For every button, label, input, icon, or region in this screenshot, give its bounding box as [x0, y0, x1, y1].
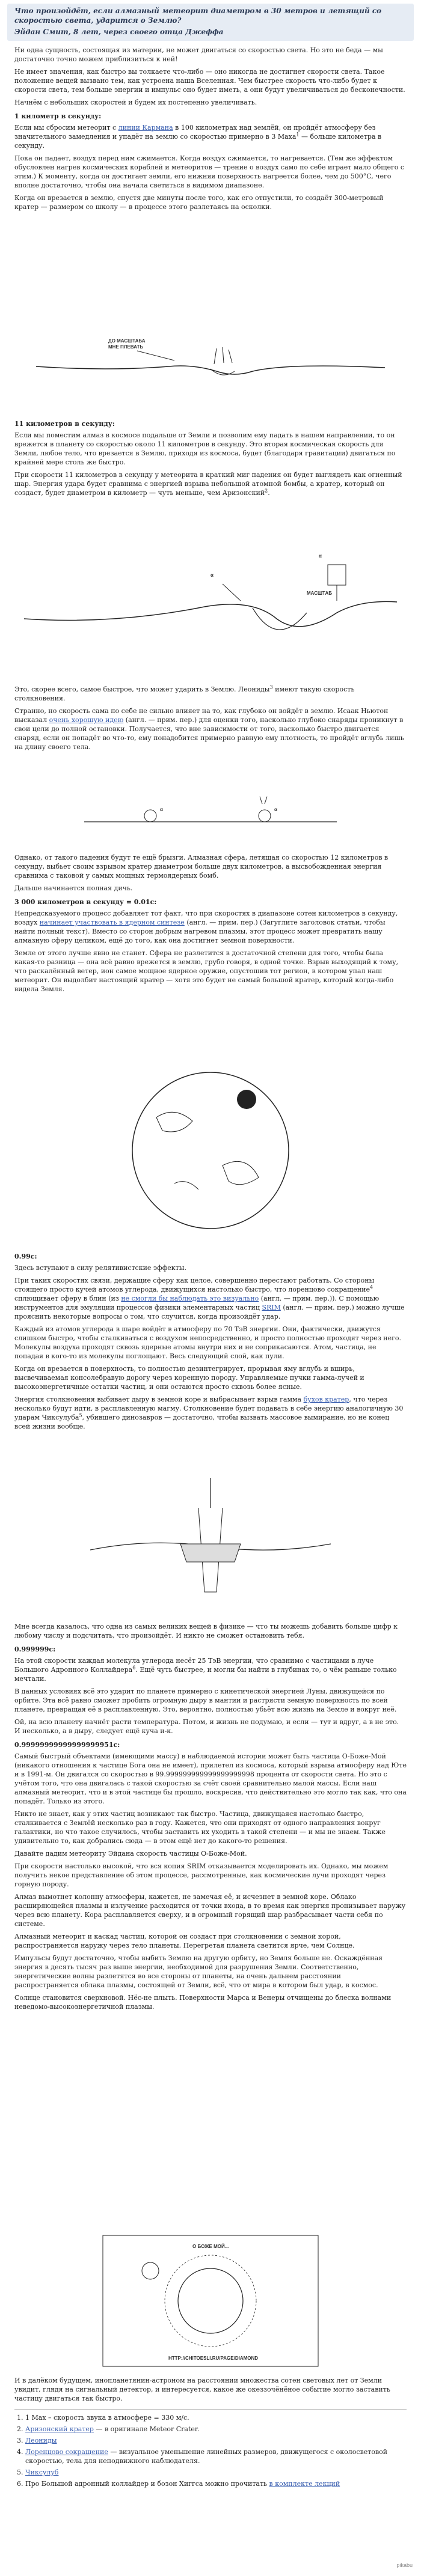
- s3-p5: Каждый из атомов углерода в шаре войдёт в атмосферу по 70 ТэВ энергии. Они, фактически, движутся слишком быстро, чтобы сталкиваться с воздухом непосредственно, и просто полностью проходят через него. Молекулы воздуха проходят сквозь ядерные атомы внутри них и не соприкасаются. Атом, частица, не попадая в кого-то из молекулы поглощают. Весь следующий слой, как пули.: [14, 1325, 401, 1360]
- intro-p3: Начнём с небольших скоростей и будем их постепенно увеличивать.: [14, 99, 257, 106]
- s4-p9: Алмаз вымотнет колонну атмосферы, кажется, не замечая её, и исчезнет в земной коре. Облако расширяющейся плазмы и излучение расходится от точки входа, в то время как энергия пронизывает наружу через всю планету. Кора расплавляется сверху, и в огромный горящий шар разбрасывает части себя по системе.: [14, 1893, 406, 1928]
- fig1-label-1: ДО МАСШТАБА: [108, 338, 146, 344]
- fig1-label-2: МНЕ ПЛЕВАТЬ: [108, 344, 144, 350]
- s4-p12: Солнце становится сверхновой. Нёс-не плыть. Поверхности Марса и Венеры отчищены до блеска волнами неведомо-высокоэнергетичной плазмы.: [14, 1994, 392, 2011]
- footnote-ref[interactable]: 2: [265, 488, 268, 494]
- s4-p5: Самый быстрый объектами (имеющими массу) в наблюдаемой истории может быть частица О-Боже-Мой (никакого отношения к частице Бога она не имеет), прилетел из космоса, который взрыва атмосферу над Юте и в 1991-м. Он двигался со скоростью в 99.999999999999999999998 процента от скорости света. Но это с учётом того, что она двигалась с такой скоростью за счёт своей сравнительно малой массы. Если наш алмазный метеорит, что и в этой частице бы прошло, воскресив, что действительно это могло так как, что она попадёт. Только из этого.: [14, 1752, 407, 1805]
- question-text: Что произойдёт, если алмазный метеорит диаметром в 30 метров и летящий со скоростью света, ударится о Землю?: [14, 7, 382, 25]
- s2-p1: Если мы поместим алмаз в космосе подальше от Земли и позволим ему падать в нашем направлении, то он врежется в планету со скоростью около 11 километров в секунду. Это вторая космическая скорость для Земли, любое тело, что врезается в Землю, приходя из космоса, будет (благодаря гравитации) двигаться по крайней мере столь же быстро.: [14, 431, 396, 466]
- footnote-ref[interactable]: 5: [79, 1412, 82, 1418]
- section-11kms-cont: [14, 685, 407, 755]
- s2-p4: Странно, но скорость сама по себе не сильно влияет на то, как глубоко он войдёт в землю. Исаак Ньютон высказал очень хорошую идею (англ. — прим. пер.) для оценки того, насколько глубоко снаряды проникнут в свои цели до полной остановки. Получается, что вне зависимости от того, насколько быстро двигается снаряд, если он попадёт во что-то, ему понадобится примерно равную ему плотность, то пройдёт вглубь лишь на длину своего тела.: [14, 707, 404, 751]
- watermark: pikabu: [396, 2562, 413, 2568]
- fig-url: HTTP://CHITOESLI.RU/PAGE/DIAMOND: [168, 2356, 259, 2361]
- s4-heading2: 0.99999999999999999951c:: [14, 1741, 120, 1749]
- s1-heading: 1 километр в секунду:: [14, 112, 102, 120]
- fig3-label-2: α: [274, 807, 277, 812]
- impact-11kms-illustration: [24, 529, 397, 673]
- not-visible-link[interactable]: не смогли бы наблюдать это визуально: [121, 1295, 259, 1302]
- s4-p6: Никто не знает, как у этих частиц возникают так быстро. Частица, движущаяся настолько быстро, сталкивается с Землёй несколько раз в году. Кажется, что они приходят от одного направления вокруг галактики, но что такое случилось, чтобы заставить их уходить в такой степени — и мы не знаем. Также удивительно то, как добрались сюда — в этом ещё нет до какого-то решения.: [14, 1810, 386, 1845]
- s2-heading: 11 километров в секунду:: [14, 420, 115, 428]
- footnote-6: 6. Про Большой адронный коллайдер и бозон Хиггса можно прочитать в комплекте лекций: [25, 2479, 407, 2488]
- fig2-label-1: α: [319, 553, 322, 559]
- question-header: [7, 4, 414, 41]
- s4-p7: Давайте дадим метеориту Эйдана скорость частицы О-Боже-Мой.: [14, 1850, 247, 1858]
- s3-p2: Земле от этого лучше явно не станет. Сфера не разлетится в достаточной степени для того, чтобы была какая-то разница — она всё равно врежется в землю, грубо говоря, в одной точке. Взрыв выходящий к тому, что раскалённый ветер, ион самое мощное ядерное оружие, опустошив тот регион, в котором упал наш метеорит. Он выдолбит настоящий кратер — хотя это будет не самый большой кратер, который когда-либо видела Земля.: [14, 949, 399, 993]
- s4-p13: И в далёком будущем, инопланетянин-астроном на расстоянии множества сотен световых лет от Земли увидит, глядя на сигнальный детектор, и интересуется, какое же океззочёнёное событие могло заставить частицу двигаться так быстро.: [14, 2377, 390, 2402]
- fig2-label-2: α: [210, 573, 214, 578]
- srim-link[interactable]: SRIM: [262, 1304, 281, 1311]
- question-author: Эйдан Смит, 8 лет, через своего отца Джеффа: [14, 28, 224, 36]
- s3-heading: 3 000 километров в секунду = 0.01c:: [14, 898, 157, 906]
- crater-link[interactable]: бухов кратер: [303, 1396, 349, 1403]
- s2-p3: Это, скорее всего, самое быстрое, что может ударить в Землю. Леониды$^3$ имеют такую скорость столкновения.: [14, 684, 355, 702]
- impact-1kms-illustration: [36, 324, 385, 396]
- section-099c: [14, 1247, 407, 1435]
- beam-impact-illustration: [90, 1472, 331, 1616]
- s3-p6: Когда он врезается в поверхность, то полностью дезинтегрирует, прорывая яму вглубь и вширь, высвечиваемая консолебравую дорогу через коренную породу. Управляемые пучки гамма-лучей и высокоэнергетичные остатки частиц, и они остаются просто сквозь более ясные.: [14, 1365, 364, 1391]
- s3-heading2: 0.99c:: [14, 1253, 37, 1260]
- arizona-crater-link[interactable]: Аризонский кратер: [25, 2425, 94, 2433]
- footnote-2: 2. Аризонский кратер — в оригинале Meteor Crater.: [25, 2425, 407, 2434]
- s1-p1: Если мы сбросим метеорит с линии Кармана в 100 километрах над землёй, он пройдёт атмосферу без значительного замедления и упадёт на землю со скоростью примерно в 3 Маха$^1$ — больше километра в секунду.: [14, 124, 382, 150]
- intro-p1: Ни одна сущность, состоящая из материи, не может двигаться со скоростью света. Но это не беда — мы достаточно точно можем приблизиться к ней!: [14, 46, 383, 63]
- s4-p10: Алмазный метеорит и каскад частиц, которой он создаст при столкновении с земной корой, распространяется наружу через тело планеты. Перегретая планета светится ярче, чем Солнце.: [14, 1933, 355, 1949]
- footnote-3: [25, 2436, 407, 2445]
- s1-p2: Пока он падает, воздух перед ним сжимается. Когда воздух сжимается, то нагревается. (Тем же эффектом обусловлен нагрев космических кораблей и метеоритов — трение о воздух само по себе играет мало общего с этим.) К моменту, когда он достигает земли, его нижняя поверхность нагреется более, чем до 500°C, чего вполне достаточно, чтобы она начала светиться в видимом диапазоне.: [14, 154, 405, 189]
- oh-my-god-illustration: [102, 2235, 319, 2367]
- s3-p7: Энергия столкновения выбивает дыру в земной коре и выбрасывает взрыв гамма бухов кратер, что через несколько будут идти, в расплавленную магму. Столкновение будет подавать в себе энергию аналогичную 30 ударам Чиксулуба$^5$, убившего динозавров — достаточно, чтобы вызвать массовое вымирание, но не конец всей жизни вообще.: [14, 1396, 404, 1430]
- footnote-ref[interactable]: 6: [132, 1665, 136, 1671]
- s3-p3: Здесь вступают в силу релятивистские эффекты.: [14, 1264, 187, 1272]
- footnote-ref[interactable]: 1: [296, 132, 300, 138]
- earth-crater-illustration: [102, 1063, 319, 1238]
- s4-p11: Импульсы будут достаточно, чтобы выбить Землю на другую орбиту, но Земля больше не. Оскаждённая энергия в десять тысяч раз выше энергии, необходимой для разрушения Земли. Соответственно, энергетические волны разлетятся во все стороны от планеты, на очень дальнем расстоянии распространяется облака плазмы, состоящей от Земли, всё, что от мира в котором был удар, в космос.: [14, 1954, 383, 1989]
- newton-idea-link[interactable]: очень хорошую идею: [49, 716, 124, 724]
- penetration-illustration: [84, 793, 337, 841]
- s4-p4: Ой, на всю планету начнёт расти температура. Потом, и жизнь не подумаю, и если — тут и вдруг, а в не это. И несколько, а в дыру, следует ещё куча и-к.: [14, 1718, 399, 1735]
- lorentz-link[interactable]: Лоренцово сокращение: [25, 2448, 108, 2456]
- s4-p3: В данных условиях всё это ударит по планете примерно с кинетической энергией Луны, движущейся по орбите. Эта всё равно сможет пробить огромную дыру в мантии и растрясти земную поверхность по всей планете, превращая её в расплавленную. Это, вероятно, полностью убьёт всю жизнь на Земле и вокруг неё.: [14, 1687, 397, 1713]
- lhc-lectures-link[interactable]: в комплекте лекций: [269, 2480, 340, 2488]
- s2-p2: При скорости 11 километров в секунду у метеорита в краткий миг падения он будет выглядеть как огненный шар. Энергия удара будет сравнима с энергией взрыва небольшой атомной бомбы, а кратер, который он создаст, будет диаметром в километр — чуть меньше, чем Аризонский$^2$.: [14, 471, 402, 497]
- s4-p8: При скорости настолько высокой, что вся копия SRIM отказывается моделировать их. Однако, мы можем получить некое представление об этом процессе, рассмотренные, как космические лучи проходят через горную породу.: [14, 1862, 389, 1888]
- fusion-link[interactable]: начинает участвовать в ядерном синтезе: [39, 919, 185, 926]
- s3-p4: При таких скоростях связи, держащие сферу как целое, совершенно перестают работать. Со стороны стоящего просто кучей атомов углерода, движущихся настолько быстро, что лоренцово сокращение$^4$ сплющивает сферу в блин (из не смогли бы наблюдать это визуально (англ. — прим. пер.)). С помощью инструментов для эмуляции процессов физики элементарных частиц SRIM (англ. — прим. пер.) можно лучше прояснить некоторые вопросы о том, что случится, когда произойдёт удар.: [14, 1277, 405, 1320]
- footnote-ref[interactable]: 4: [370, 1284, 373, 1290]
- section-0999999c: [14, 1622, 407, 2015]
- leonids-link[interactable]: Леониды: [25, 2437, 57, 2444]
- fig3-label-1: α: [160, 807, 163, 812]
- karman-line-link[interactable]: линии Кармана: [118, 124, 173, 132]
- footnotes: [14, 2409, 407, 2491]
- fig-caption: О БОЖЕ МОЙ...: [192, 2244, 229, 2249]
- s3-p1: Непредсказуемого процесс добавляет тот факт, что при скоростях в диапазоне сотен километров в секунду, воздух начинает участвовать в ядерном синтезе (англ. — прим. пер.) (Загуглите заголовок статьи, чтобы найти полный текст). Вместо со сторон добрым нагревом плазмы, этот процесс может превратить нашу алмазную сферу целиком, ещё до того, как она достигнет земной поверхности.: [14, 910, 398, 944]
- footnote-1: 1. 1 Мах – скорость звука в атмосфере = 330 м/с.: [25, 2413, 407, 2422]
- s4-heading: 0.999999c:: [14, 1645, 56, 1653]
- footnote-ref[interactable]: 3: [269, 684, 273, 690]
- section-11kms: [14, 415, 407, 501]
- footnote-5: [25, 2468, 407, 2477]
- s4-p1: Мне всегда казалось, что одна из самых великих вещей в физике — что ты можешь добавить больше цифр к любому числу и подсчитать, что произойдёт. И никто не сможет остановить тебя.: [14, 1623, 398, 1639]
- s2-p5: Однако, от такого падения будут те ещё брызги. Алмазная сфера, летящая со скоростью 12 километров в секунду, выбьет своим взрывом кратер диаметром больше двух километров, а высвобожденная энергия сравнима с таковой у самых мощных термоядерных бомб.: [14, 854, 389, 879]
- closing: [14, 2376, 407, 2407]
- intro-p2: Не имеет значения, как быстро вы толкаете что-либо — оно никогда не достигнет скорости света. Такое положение вещей вызвано тем, как устроена наша Вселенная. Чем быстрее скорость что-либо будет к скорости света, тем больше энергии и импульс оно будет иметь, а они будут увеличиваться до бесконечности.: [14, 68, 405, 94]
- chicxulub-link[interactable]: Чиксулуб: [25, 2468, 59, 2476]
- section-11kms-end: [14, 853, 407, 997]
- intro-section: [14, 46, 407, 215]
- s4-p2: На этой скорости каждая молекула углерода несёт 25 ТэВ энергии, что сравнимо с частицами в луче Большого Адронного Коллайдера$^6$. Ещё чуть быстрее, и могли бы найти в глубинах то, о чём раньше только мечтали.: [14, 1657, 397, 1683]
- s2-p6: Дальше начинается полная дичь.: [14, 884, 133, 892]
- fig2-label-3: МАСШТАБ: [307, 591, 332, 596]
- footnote-4: 4. Лоренцово сокращение — визуальное уменьшение линейных размеров, движущегося с околосветовой скоростью, тела для неподвижного наблюдателя.: [25, 2447, 407, 2465]
- s1-p3: Когда он врезается в землю, спустя две минуты после того, как его отпустили, то создаёт 300-метровый кратер — размером со школу — в процессе этого разлетаясь на осколки.: [14, 194, 384, 211]
